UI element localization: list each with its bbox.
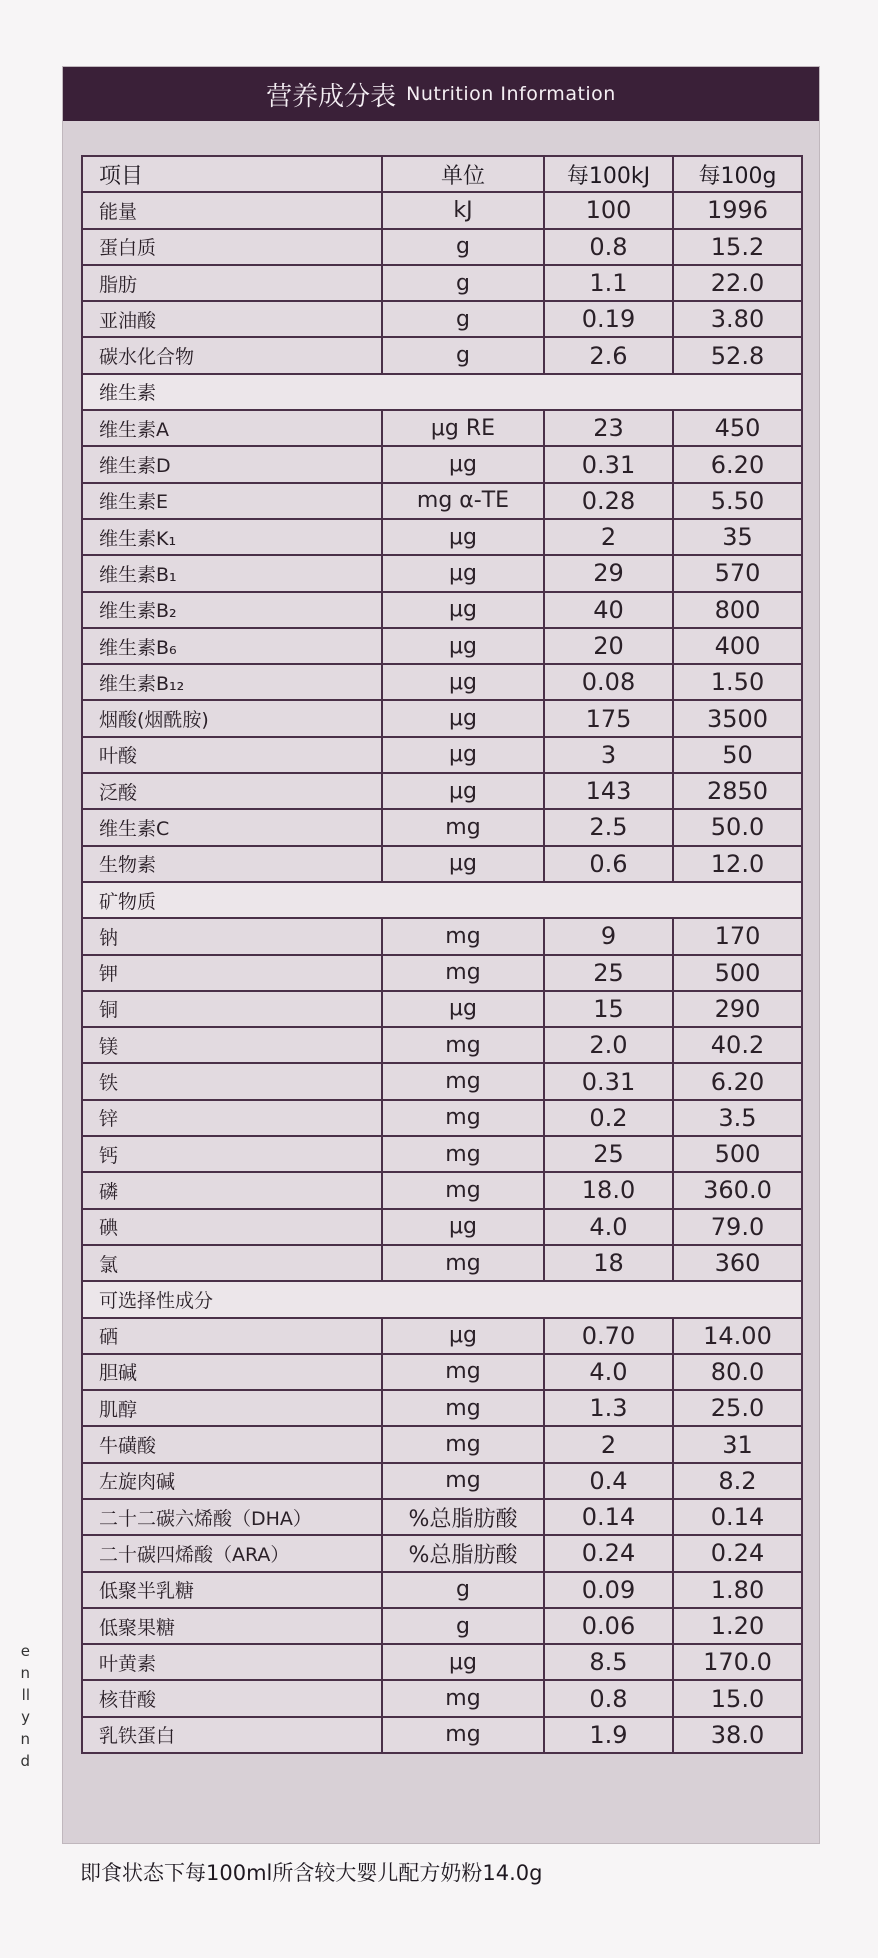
per-100kj-value: 100 — [544, 192, 673, 228]
table-row — [82, 337, 802, 373]
table-row — [82, 1209, 802, 1245]
section-label: 维生素 — [82, 374, 802, 410]
per-100kj-value: 9 — [544, 918, 673, 954]
table-row — [82, 664, 802, 700]
per-100kj-value: 0.06 — [544, 1608, 673, 1644]
table-row — [82, 1644, 802, 1680]
unit-cell: μg — [382, 1318, 544, 1354]
per-100kj-value: 0.28 — [544, 483, 673, 519]
per-100kj-value: 0.31 — [544, 446, 673, 482]
table-row — [82, 991, 802, 1027]
per-100kj-value: 20 — [544, 628, 673, 664]
per-100g-value: 290 — [673, 991, 802, 1027]
per-100g-value: 35 — [673, 519, 802, 555]
per-100g-value: 50.0 — [673, 809, 802, 845]
header-item: 项目 — [82, 156, 382, 192]
nutrient-name: 肌醇 — [82, 1390, 382, 1426]
per-100kj-value: 25 — [544, 1136, 673, 1172]
per-100kj-value: 4.0 — [544, 1209, 673, 1245]
nutrient-name: 低聚半乳糖 — [82, 1572, 382, 1608]
per-100kj-value: 25 — [544, 955, 673, 991]
nutrient-name: 亚油酸 — [82, 301, 382, 337]
unit-cell: μg — [382, 846, 544, 882]
table-row — [82, 1608, 802, 1644]
nutrient-name: 泛酸 — [82, 773, 382, 809]
left-fragment: y — [21, 1708, 30, 1726]
per-100kj-value: 3 — [544, 737, 673, 773]
table-row — [82, 1499, 802, 1535]
per-100kj-value: 0.8 — [544, 229, 673, 265]
per-100g-value: 2850 — [673, 773, 802, 809]
table-row — [82, 1717, 802, 1753]
per-100kj-value: 18 — [544, 1245, 673, 1281]
per-100kj-value: 4.0 — [544, 1354, 673, 1390]
title-bar — [63, 67, 819, 121]
table-header-row — [82, 156, 802, 192]
per-100g-value: 15.2 — [673, 229, 802, 265]
unit-cell: μg — [382, 519, 544, 555]
per-100kj-value: 2 — [544, 1426, 673, 1462]
title-zh: 营养成分表 — [266, 81, 397, 112]
unit-cell: μg — [382, 628, 544, 664]
unit-cell: mg — [382, 1717, 544, 1753]
unit-cell: mg — [382, 809, 544, 845]
table-row — [82, 1390, 802, 1426]
per-100kj-value: 175 — [544, 700, 673, 736]
table-body — [82, 192, 802, 1753]
nutrient-name: 锌 — [82, 1100, 382, 1136]
table-row — [82, 1680, 802, 1716]
nutrient-name: 维生素B₆ — [82, 628, 382, 664]
table-row — [82, 955, 802, 991]
table-row — [82, 809, 802, 845]
left-fragment: ll — [21, 1686, 30, 1704]
per-100g-value: 570 — [673, 555, 802, 591]
table-row — [82, 737, 802, 773]
per-100g-value: 80.0 — [673, 1354, 802, 1390]
nutrient-name: 二十二碳六烯酸（DHA） — [82, 1499, 382, 1535]
table-row — [82, 628, 802, 664]
per-100g-value: 1.80 — [673, 1572, 802, 1608]
per-100g-value: 170.0 — [673, 1644, 802, 1680]
per-100kj-value: 29 — [544, 555, 673, 591]
per-100g-value: 31 — [673, 1426, 802, 1462]
per-100kj-value: 0.31 — [544, 1063, 673, 1099]
table-row — [82, 519, 802, 555]
per-100g-value: 15.0 — [673, 1680, 802, 1716]
per-100g-value: 22.0 — [673, 265, 802, 301]
per-100kj-value: 40 — [544, 592, 673, 628]
unit-cell: μg — [382, 1209, 544, 1245]
header-per-100g: 每100g — [673, 156, 802, 192]
unit-cell: mg — [382, 1354, 544, 1390]
nutrient-name: 钠 — [82, 918, 382, 954]
unit-cell: mg — [382, 1426, 544, 1462]
nutrient-name: 维生素B₁₂ — [82, 664, 382, 700]
per-100kj-value: 2.6 — [544, 337, 673, 373]
per-100kj-value: 0.70 — [544, 1318, 673, 1354]
unit-cell: μg — [382, 555, 544, 591]
left-fragment: e — [20, 1642, 30, 1660]
per-100g-value: 8.2 — [673, 1463, 802, 1499]
table-row — [82, 1063, 802, 1099]
table-row — [82, 1318, 802, 1354]
nutrient-name: 生物素 — [82, 846, 382, 882]
unit-cell: μg — [382, 991, 544, 1027]
nutrient-name: 维生素B₁ — [82, 555, 382, 591]
nutrient-name: 钙 — [82, 1136, 382, 1172]
per-100g-value: 5.50 — [673, 483, 802, 519]
left-fragment: n — [20, 1730, 30, 1748]
table-row — [82, 410, 802, 446]
header-per-100kj: 每100kJ — [544, 156, 673, 192]
per-100kj-value: 0.6 — [544, 846, 673, 882]
per-100kj-value: 23 — [544, 410, 673, 446]
unit-cell: μg — [382, 592, 544, 628]
section-row — [82, 1281, 802, 1317]
unit-cell: g — [382, 337, 544, 373]
per-100kj-value: 8.5 — [544, 1644, 673, 1680]
unit-cell: g — [382, 265, 544, 301]
nutrient-name: 维生素B₂ — [82, 592, 382, 628]
nutrient-name: 碘 — [82, 1209, 382, 1245]
per-100g-value: 3500 — [673, 700, 802, 736]
nutrient-name: 蛋白质 — [82, 229, 382, 265]
nutrient-name: 维生素C — [82, 809, 382, 845]
table-row — [82, 773, 802, 809]
per-100g-value: 400 — [673, 628, 802, 664]
table-row — [82, 1572, 802, 1608]
unit-cell: μg — [382, 737, 544, 773]
unit-cell: mg — [382, 1680, 544, 1716]
table-row — [82, 1535, 802, 1571]
per-100kj-value: 0.24 — [544, 1535, 673, 1571]
nutrient-name: 硒 — [82, 1318, 382, 1354]
per-100g-value: 800 — [673, 592, 802, 628]
per-100g-value: 500 — [673, 1136, 802, 1172]
table-row — [82, 483, 802, 519]
nutrient-name: 叶黄素 — [82, 1644, 382, 1680]
per-100g-value: 25.0 — [673, 1390, 802, 1426]
table-row — [82, 1136, 802, 1172]
header-unit: 单位 — [382, 156, 544, 192]
unit-cell: μg — [382, 664, 544, 700]
unit-cell: mg — [382, 1463, 544, 1499]
per-100g-value: 6.20 — [673, 1063, 802, 1099]
unit-cell: mg α-TE — [382, 483, 544, 519]
unit-cell: mg — [382, 1100, 544, 1136]
nutrient-name: 低聚果糖 — [82, 1608, 382, 1644]
unit-cell: g — [382, 1572, 544, 1608]
unit-cell: mg — [382, 1390, 544, 1426]
table-row — [82, 265, 802, 301]
per-100g-value: 1996 — [673, 192, 802, 228]
unit-cell: g — [382, 301, 544, 337]
unit-cell: μg RE — [382, 410, 544, 446]
footnote: 即食状态下每100ml所含较大婴儿配方奶粉14.0g — [80, 1861, 543, 1885]
unit-cell: mg — [382, 1027, 544, 1063]
table-row — [82, 1027, 802, 1063]
left-fragment: n — [20, 1664, 30, 1682]
table-row — [82, 846, 802, 882]
table-row — [82, 1172, 802, 1208]
nutrient-name: 左旋肉碱 — [82, 1463, 382, 1499]
table-row — [82, 1426, 802, 1462]
per-100g-value: 52.8 — [673, 337, 802, 373]
unit-cell: μg — [382, 773, 544, 809]
per-100kj-value: 2 — [544, 519, 673, 555]
nutrient-name: 镁 — [82, 1027, 382, 1063]
unit-cell: g — [382, 1608, 544, 1644]
per-100kj-value: 1.9 — [544, 1717, 673, 1753]
per-100kj-value: 2.5 — [544, 809, 673, 845]
per-100kj-value: 0.4 — [544, 1463, 673, 1499]
nutrient-name: 能量 — [82, 192, 382, 228]
nutrient-name: 钾 — [82, 955, 382, 991]
unit-cell: mg — [382, 1063, 544, 1099]
per-100g-value: 12.0 — [673, 846, 802, 882]
nutrient-name: 核苷酸 — [82, 1680, 382, 1716]
nutrient-name: 维生素K₁ — [82, 519, 382, 555]
table-row — [82, 555, 802, 591]
per-100kj-value: 143 — [544, 773, 673, 809]
nutrient-name: 维生素D — [82, 446, 382, 482]
nutrient-name: 叶酸 — [82, 737, 382, 773]
per-100g-value: 79.0 — [673, 1209, 802, 1245]
unit-cell: g — [382, 229, 544, 265]
nutrient-name: 二十碳四烯酸（ARA） — [82, 1535, 382, 1571]
unit-cell: %总脂肪酸 — [382, 1499, 544, 1535]
nutrient-name: 牛磺酸 — [82, 1426, 382, 1462]
per-100g-value: 170 — [673, 918, 802, 954]
nutrient-name: 维生素A — [82, 410, 382, 446]
table-row — [82, 918, 802, 954]
per-100g-value: 0.14 — [673, 1499, 802, 1535]
per-100kj-value: 0.2 — [544, 1100, 673, 1136]
nutrient-name: 脂肪 — [82, 265, 382, 301]
unit-cell: μg — [382, 700, 544, 736]
nutrient-name: 维生素E — [82, 483, 382, 519]
per-100g-value: 3.80 — [673, 301, 802, 337]
table-row — [82, 700, 802, 736]
per-100kj-value: 18.0 — [544, 1172, 673, 1208]
nutrient-name: 氯 — [82, 1245, 382, 1281]
unit-cell: μg — [382, 1644, 544, 1680]
per-100kj-value: 0.8 — [544, 1680, 673, 1716]
unit-cell: mg — [382, 918, 544, 954]
unit-cell: μg — [382, 446, 544, 482]
unit-cell: mg — [382, 1136, 544, 1172]
per-100g-value: 3.5 — [673, 1100, 802, 1136]
per-100kj-value: 2.0 — [544, 1027, 673, 1063]
table-row — [82, 446, 802, 482]
section-label: 可选择性成分 — [82, 1281, 802, 1317]
unit-cell: mg — [382, 1172, 544, 1208]
section-row — [82, 882, 802, 918]
nutrient-name: 烟酸(烟酰胺) — [82, 700, 382, 736]
title-en: Nutrition Information — [406, 83, 616, 105]
per-100kj-value: 1.3 — [544, 1390, 673, 1426]
per-100kj-value: 0.09 — [544, 1572, 673, 1608]
table-row — [82, 1245, 802, 1281]
nutrient-name: 铜 — [82, 991, 382, 1027]
unit-cell: %总脂肪酸 — [382, 1535, 544, 1571]
nutrient-name: 胆碱 — [82, 1354, 382, 1390]
nutrient-name: 磷 — [82, 1172, 382, 1208]
unit-cell: mg — [382, 1245, 544, 1281]
nutrition-card — [62, 66, 820, 1844]
per-100g-value: 50 — [673, 737, 802, 773]
table-row — [82, 1100, 802, 1136]
section-label: 矿物质 — [82, 882, 802, 918]
per-100g-value: 500 — [673, 955, 802, 991]
per-100g-value: 1.20 — [673, 1608, 802, 1644]
table-row — [82, 1463, 802, 1499]
per-100g-value: 450 — [673, 410, 802, 446]
per-100g-value: 6.20 — [673, 446, 802, 482]
table-row — [82, 229, 802, 265]
table-row — [82, 301, 802, 337]
per-100kj-value: 0.14 — [544, 1499, 673, 1535]
per-100kj-value: 1.1 — [544, 265, 673, 301]
per-100g-value: 38.0 — [673, 1717, 802, 1753]
per-100g-value: 1.50 — [673, 664, 802, 700]
nutrient-name: 乳铁蛋白 — [82, 1717, 382, 1753]
nutrient-name: 铁 — [82, 1063, 382, 1099]
nutrient-name: 碳水化合物 — [82, 337, 382, 373]
nutrition-table — [81, 155, 803, 1754]
left-text-fragments — [0, 1640, 30, 1772]
per-100g-value: 360 — [673, 1245, 802, 1281]
unit-cell: kJ — [382, 192, 544, 228]
left-fragment: d — [20, 1752, 30, 1770]
section-row — [82, 374, 802, 410]
per-100kj-value: 15 — [544, 991, 673, 1027]
per-100g-value: 360.0 — [673, 1172, 802, 1208]
per-100g-value: 0.24 — [673, 1535, 802, 1571]
table-row — [82, 592, 802, 628]
table-row — [82, 192, 802, 228]
per-100g-value: 14.00 — [673, 1318, 802, 1354]
table-row — [82, 1354, 802, 1390]
unit-cell: mg — [382, 955, 544, 991]
per-100kj-value: 0.19 — [544, 301, 673, 337]
per-100kj-value: 0.08 — [544, 664, 673, 700]
per-100g-value: 40.2 — [673, 1027, 802, 1063]
